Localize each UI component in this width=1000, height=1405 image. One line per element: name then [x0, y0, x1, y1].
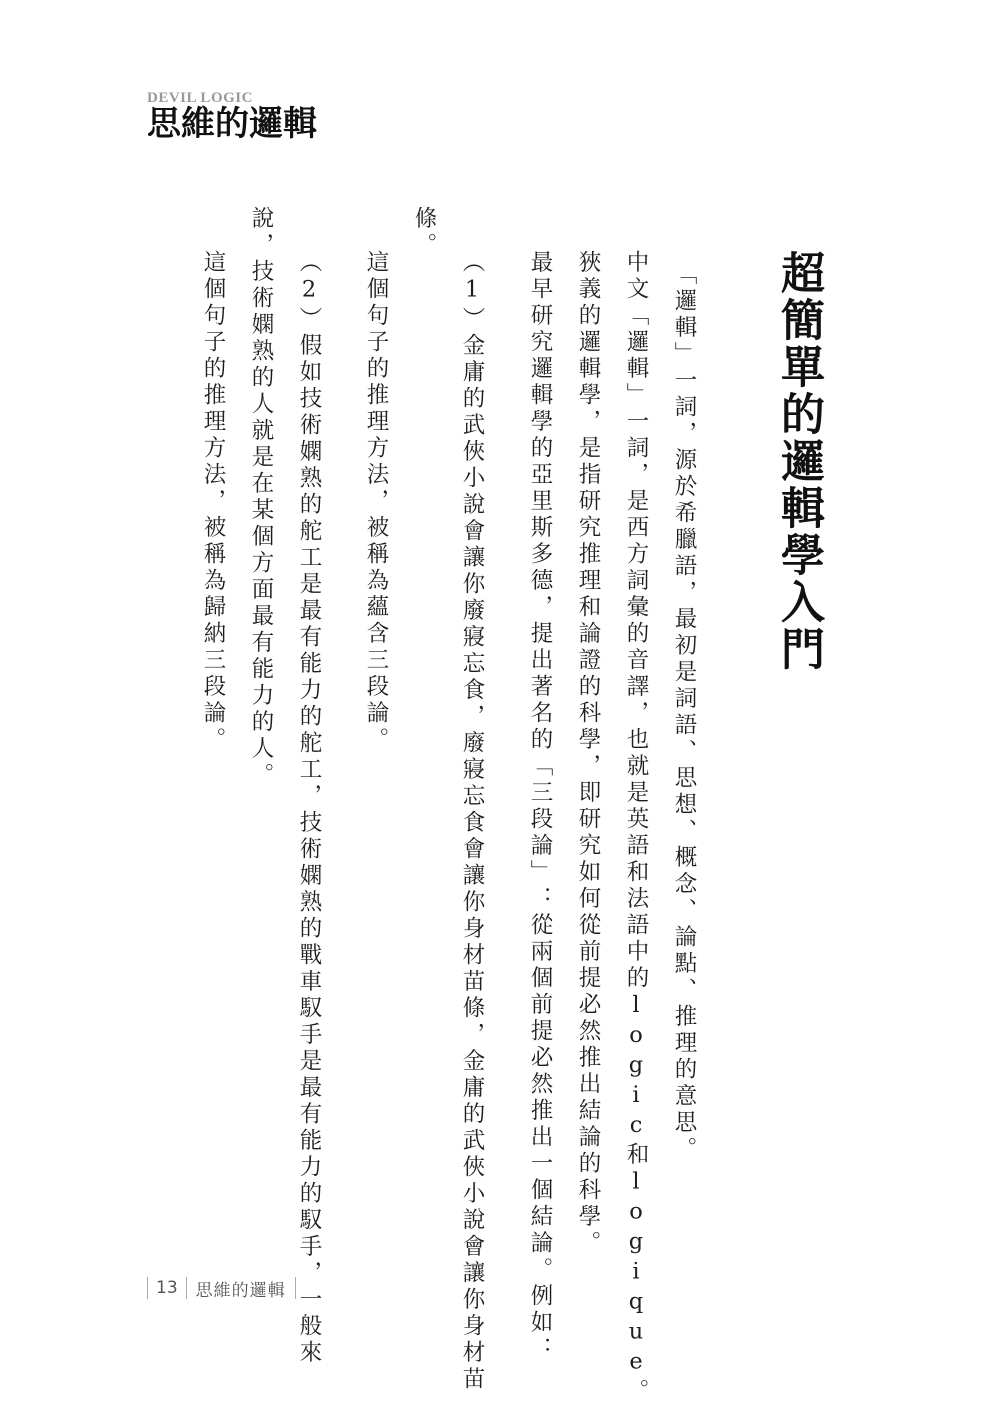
paragraph-column: 中文「邏輯」一詞，是西方詞彙的音譯，也就是英語和法語中的logic和logique。	[623, 250, 649, 1405]
paragraph-column: 這個句子的推理方法，被稱為蘊含三段論。	[363, 250, 389, 754]
series-title-chinese: 思維的邏輯	[147, 104, 317, 144]
paragraph-column: （1）金庸的武俠小說會讓你廢寢忘食，廢寢忘食會讓你身材苗條，金庸的武俠小說會讓你身材苗	[459, 250, 485, 1393]
page-number: 13	[156, 1278, 178, 1298]
footer-book-title: 思維的邏輯	[195, 1280, 286, 1301]
paragraph-column: 最早研究邏輯學的亞里斯多德，提出著名的「三段論」：從兩個前提必然推出一個結論。例如：	[527, 250, 553, 1363]
paragraph-column: 這個句子的推理方法，被稱為歸納三段論。	[200, 250, 226, 754]
running-header	[147, 90, 317, 144]
series-title-english: DEVIL LOGIC	[147, 90, 253, 106]
paragraph-column: 條。	[411, 206, 437, 259]
footer-divider	[295, 1277, 296, 1299]
paragraph-column: 狹義的邏輯學，是指研究推理和論證的科學，即研究如何從前提必然推出結論的科學。	[575, 250, 601, 1257]
paragraph-column: 「邏輯」一詞，源於希臘語，最初是詞語、思想、概念、論點、推理的意思。	[671, 262, 697, 1163]
page-footer	[147, 1276, 296, 1300]
paragraph-column: （2）假如技術嫻熟的舵工是最有能力的舵工，技術嫻熟的戰車馭手是最有能力的馭手，一般來	[296, 250, 322, 1367]
section-heading: 超簡單的邏輯學入門	[773, 250, 824, 673]
paragraph-column: 說，技術嫻熟的人就是在某個方面最有能力的人。	[248, 206, 274, 789]
